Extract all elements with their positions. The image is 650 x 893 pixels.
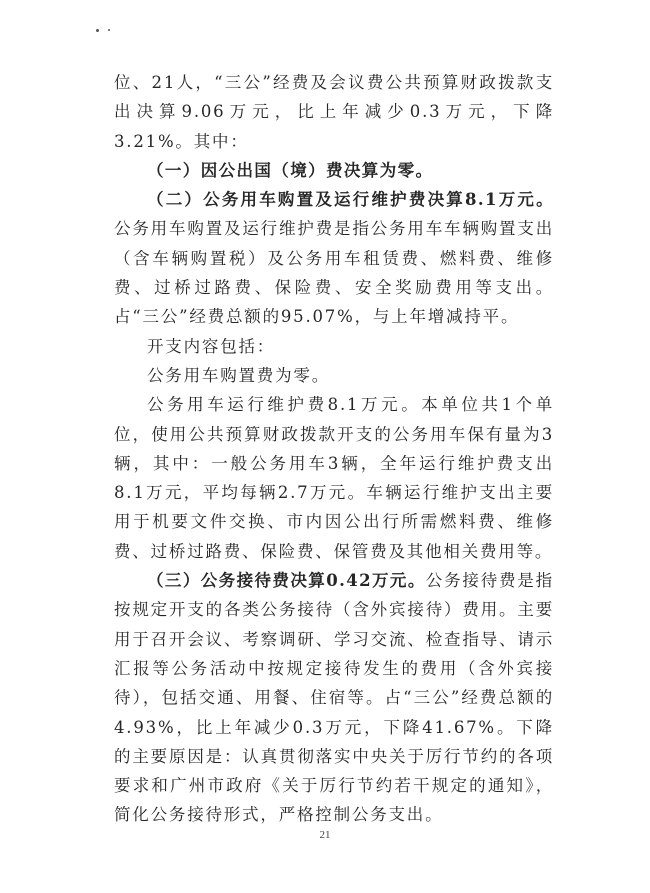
paragraph-text: 公务用车购置及运行维护费是指公务用车车辆购置支出（含车辆购置税）及公务用车租赁费、燃料费、维修费、过桥过路费、保险费、安全奖励费用等支出。占“三公”经费总额的95.07%，与上年增减持平。	[114, 219, 554, 327]
paragraph-text: 公务接待费是指按规定开支的各类公务接待（含外宾接待）费用。主要用于召开会议、考察调研、学习交流、检查指导、请示汇报等公务活动中按规定接待发生的费用（含外宾接待），包括交通、用餐、住宿等。占“三公”经费总额的4.93%，比上年减少0.3万元，下降41.67%。下降的主要原因是：认真贯彻落实中央关于厉行节约的各项要求和广州市政府《关于厉行节约若干规定的通知》，简化公务接待形式，严格控制公务支出。	[114, 571, 554, 825]
paragraph-continuation	[114, 68, 554, 156]
document-body	[114, 68, 554, 830]
section-heading: （一）因公出国（境）费决算为零。	[147, 160, 434, 180]
scan-speck	[96, 29, 99, 32]
section-heading: （三）公务接待费决算0.42万元。	[147, 571, 426, 591]
paragraph	[114, 332, 554, 361]
paragraph-text: 公务用车购置费为零。	[147, 365, 330, 385]
paragraph	[114, 361, 554, 390]
paragraph-text: 开支内容包括：	[147, 336, 276, 356]
paragraph	[114, 390, 554, 566]
section-two	[114, 185, 554, 331]
paragraph-text: 位、21人，“三公”经费及会议费公共预算财政拨款支出决算9.06万元，比上年减少0.3万元，下降3.21%。其中：	[114, 73, 554, 151]
scan-speck	[108, 29, 110, 31]
section-three	[114, 566, 554, 830]
paragraph-text: 公务用车运行维护费8.1万元。本单位共1个单位，使用公共预算财政拨款开支的公务用车保有量为3辆，其中：一般公务用车3辆，全年运行维护费支出8.1万元，平均每辆2.7万元。车辆运行维护支出主要用于机要文件交换、市内因公出行所需燃料费、维修费、过桥过路费、保险费、保管费及其他相关费用等。	[114, 395, 554, 561]
section-heading: （二）公务用车购置及运行维护费决算8.1万元。	[147, 190, 554, 210]
section-one	[114, 156, 554, 185]
page-number: 21	[319, 829, 331, 841]
